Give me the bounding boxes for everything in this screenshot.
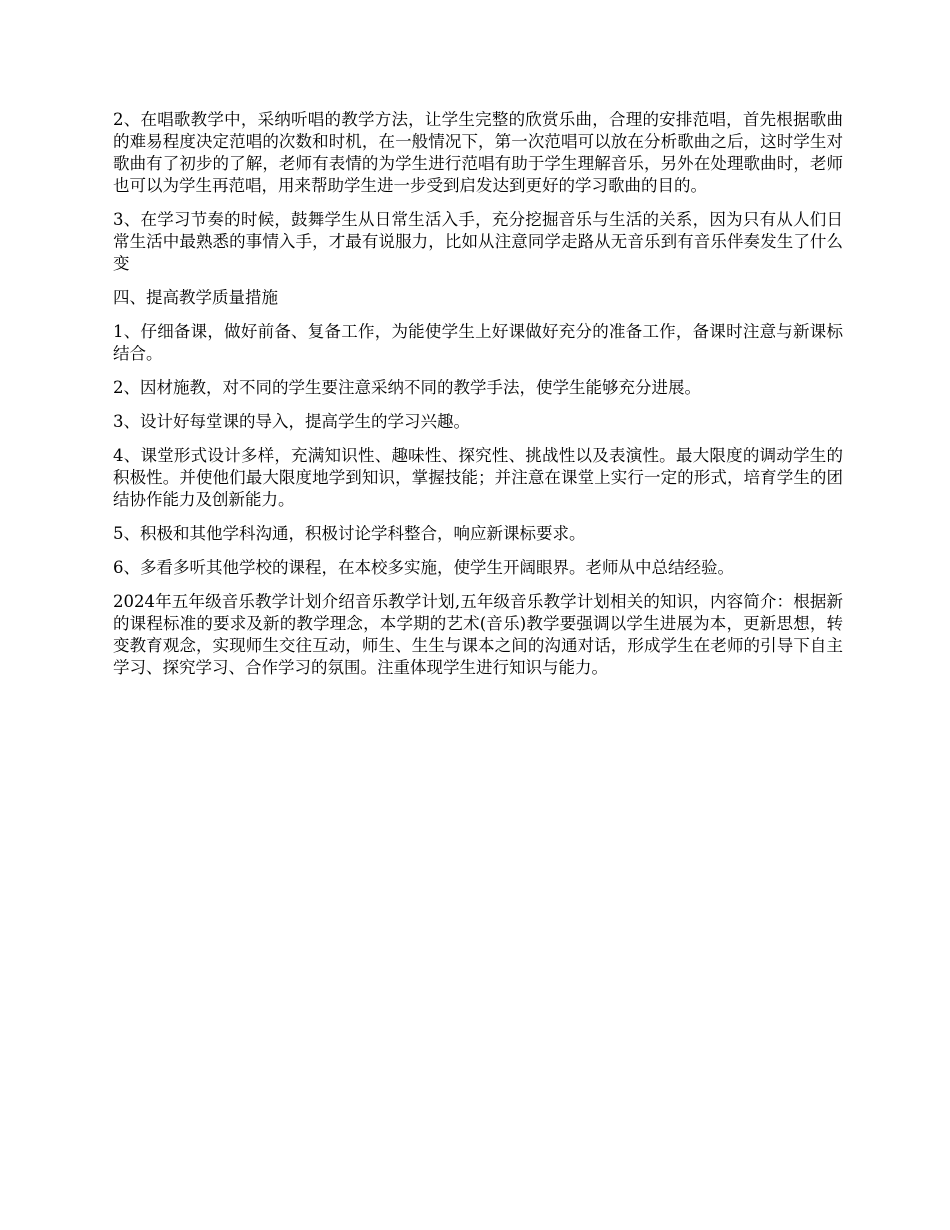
paragraph-subject-integration: 5、积极和其他学科沟通，积极讨论学科整合，响应新课标要求。 (113, 524, 586, 543)
paragraph-singing-teaching: 2、在唱歌教学中，采纳听唱的教学方法，让学生完整的欣赏乐曲，合理的安排范唱，首先根据歌曲的难易程度决定范唱的次数和时机，在一般情况下，第一次范唱可以放在分析歌曲之后，这时学生对歌曲有了初步的了解，老师有表情的为学生进行范唱有助于学生理解音乐，另外在处理歌曲时，老师也可以为学生再范唱，用来帮助学生进一步受到启发达到更好的学习歌曲的目的。 (113, 110, 843, 195)
paragraph-lesson-prep: 1、仔细备课，做好前备、复备工作，为能使学生上好课做好充分的准备工作，备课时注意与新课标结合。 (113, 322, 843, 363)
paragraph-individualized-teaching: 2、因材施教，对不同的学生要注意采纳不同的教学手法，使学生能够充分进展。 (113, 378, 701, 397)
paragraph-lesson-introduction: 3、设计好每堂课的导入，提高学生的学习兴趣。 (113, 412, 470, 431)
paragraph-summary: 2024年五年级音乐教学计划介绍音乐教学计划,五年级音乐教学计划相关的知识，内容简介：根据新的课程标准的要求及新的教学理念，本学期的艺术(音乐)教学要强调以学生进展为本，更新思想，转变教育观念，实现师生交往互动，师生、生生与课本之间的沟通对话，形成学生在老师的引导下自主学习、探究学习、合作学习的氛围。注重体现学生进行知识与能力。 (113, 592, 843, 677)
section-heading-quality-measures: 四、提高教学质量措施 (113, 288, 278, 307)
paragraph-classroom-forms: 4、课堂形式设计多样，充满知识性、趣味性、探究性、挑战性以及表演性。最大限度的调动学生的积极性。并使他们最大限度地学到知识，掌握技能；并注意在课堂上实行一定的形式，培育学生的团结协作能力及创新能力。 (113, 446, 843, 509)
document-page (113, 109, 843, 691)
paragraph-rhythm-learning: 3、在学习节奏的时候，鼓舞学生从日常生活入手，充分挖掘音乐与生活的关系，因为只有从人们日常生活中最熟悉的事情入手，才最有说服力，比如从注意同学走路从无音乐到有音乐伴奏发生了什么变 (113, 210, 843, 273)
paragraph-observe-other-schools: 6、多看多听其他学校的课程，在本校多实施，使学生开阔眼界。老师从中总结经验。 (113, 558, 734, 577)
